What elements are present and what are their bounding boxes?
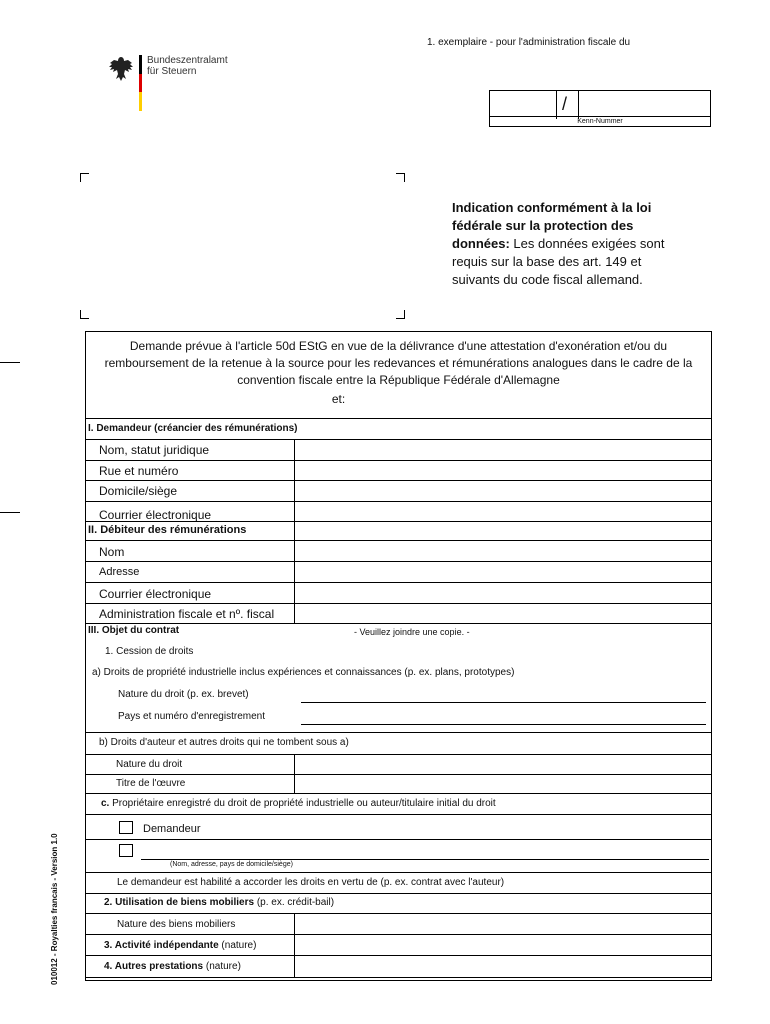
demandeur-checkbox[interactable]: [119, 821, 133, 834]
fold-mark-2: [0, 512, 20, 513]
debtor-address-row[interactable]: [86, 561, 711, 583]
item-1c-bold: c.: [101, 798, 110, 809]
nature-droit-row[interactable]: [86, 754, 711, 775]
item-2-text: (p. ex. crédit-bail): [254, 897, 335, 908]
other-owner-caption: (Nom, adresse, pays de domicile/siège): [170, 861, 293, 868]
authority-line1: Bundeszentralamt: [147, 55, 228, 66]
item-1c-label: [101, 798, 496, 809]
habilite-label: Le demandeur est habilité a accorder les droits en vertu de (p. ex. contrat avec l'auteur): [117, 877, 505, 888]
debtor-name-label: Nom: [99, 545, 125, 559]
item-3-row[interactable]: [86, 934, 711, 956]
item-4-text: (nature): [203, 961, 241, 972]
applicant-domicile-label: Domicile/siège: [99, 484, 178, 498]
nature-biens-row[interactable]: [86, 913, 711, 935]
debtor-name-row[interactable]: [86, 540, 711, 562]
debtor-address-label: Adresse: [99, 566, 140, 578]
federal-eagle-icon: [108, 55, 134, 83]
form-title: Demande prévue à l'article 50d EStG en vue de la délivrance d'une attestation d'exonération et/ou du remboursement de la retenue à la source pour les redevances et rémunérations analogues dans le cadre de la convention fiscale entre la République Fédérale d'Allemagne: [104, 339, 693, 387]
pays-numero-label: Pays et numéro d'enregistrement: [118, 711, 265, 722]
debtor-tax-office-label: Administration fiscale et nº. fiscal: [99, 607, 275, 621]
privacy-notice: [452, 199, 692, 289]
address-corner-bl: [80, 310, 89, 319]
nature-droit-ex-field[interactable]: [301, 702, 706, 703]
section-2-title: II. Débiteur des rémunérations: [88, 524, 247, 536]
address-corner-br: [396, 310, 405, 319]
applicant-street-row[interactable]: [86, 460, 711, 481]
debtor-email-label: Courrier électronique: [99, 587, 212, 601]
address-corner-tr: [396, 173, 405, 182]
privacy-notice-bold: Indication conformément à la loi fédérale sur la protection des données:: [452, 200, 652, 251]
nature-biens-label: Nature des biens mobiliers: [117, 919, 236, 930]
applicant-email-label: Courrier électronique: [99, 508, 212, 522]
fold-mark-1: [0, 362, 20, 363]
item-4-bold: 4. Autres prestations: [104, 961, 204, 972]
other-owner-checkbox[interactable]: [119, 844, 133, 857]
authority-name: [147, 55, 228, 77]
applicant-name-label: Nom, statut juridique: [99, 443, 210, 457]
application-form: [85, 331, 712, 981]
demandeur-label: Demandeur: [143, 823, 201, 835]
applicant-domicile-row[interactable]: [86, 480, 711, 502]
item-1b-label: b) Droits d'auteur et autres droits qui ne tombent sous a): [99, 737, 349, 748]
address-corner-tl: [80, 173, 89, 182]
item-1-label: 1. Cession de droits: [105, 646, 194, 657]
item-2-label: [104, 897, 334, 908]
kenn-slash: /: [562, 94, 568, 114]
applicant-name-row[interactable]: [86, 439, 711, 461]
form-header: [86, 332, 711, 419]
authority-line2: für Steuern: [147, 66, 197, 77]
nature-droit-label: Nature du droit: [116, 759, 183, 770]
kenn-nummer-box[interactable]: [489, 90, 711, 127]
item-3-bold: 3. Activité indépendante: [104, 940, 219, 951]
nature-droit-ex-label: Nature du droit (p. ex. brevet): [118, 689, 249, 700]
copy-hint: - Veuillez joindre une copie. -: [354, 627, 470, 637]
item-1a-label: a) Droits de propriété industrielle inclus expériences et connaissances (p. ex. plans, prototypes): [92, 667, 515, 678]
titre-oeuvre-row[interactable]: [86, 774, 711, 794]
applicant-street-label: Rue et numéro: [99, 464, 179, 478]
item-4-label: [104, 961, 241, 972]
item-3-text: (nature): [218, 940, 257, 951]
kenn-nummer-label: Kenn-Nummer: [490, 116, 710, 126]
privacy-notice-text: Les données exigées sont requis sur la base des art. 149 et suivants du code fiscal allemand.: [452, 236, 665, 287]
pays-numero-field[interactable]: [301, 724, 706, 725]
item-1c-text: Propriétaire enregistré du droit de propriété industrielle ou auteur/titulaire initial du droit: [109, 798, 496, 809]
form-id: 010012 - Royalties francais - Version 1.0: [50, 833, 59, 985]
section-1-title: I. Demandeur (créancier des rémunérations): [88, 423, 298, 434]
applicant-email-row[interactable]: [86, 501, 711, 523]
country-et-label: et:: [331, 392, 346, 406]
copy-note: 1. exemplaire - pour l'administration fiscale du: [427, 37, 631, 48]
section-3-title: III. Objet du contrat: [88, 625, 180, 636]
item-3-label: [104, 940, 256, 951]
item-2-bold: 2. Utilisation de biens mobiliers: [104, 897, 255, 908]
item-4-row[interactable]: [86, 955, 711, 978]
titre-oeuvre-label: Titre de l'œuvre: [116, 778, 186, 789]
debtor-tax-office-row[interactable]: [86, 603, 711, 624]
debtor-email-row[interactable]: [86, 582, 711, 604]
other-owner-field[interactable]: [141, 859, 709, 860]
flag-bar: [139, 55, 142, 111]
